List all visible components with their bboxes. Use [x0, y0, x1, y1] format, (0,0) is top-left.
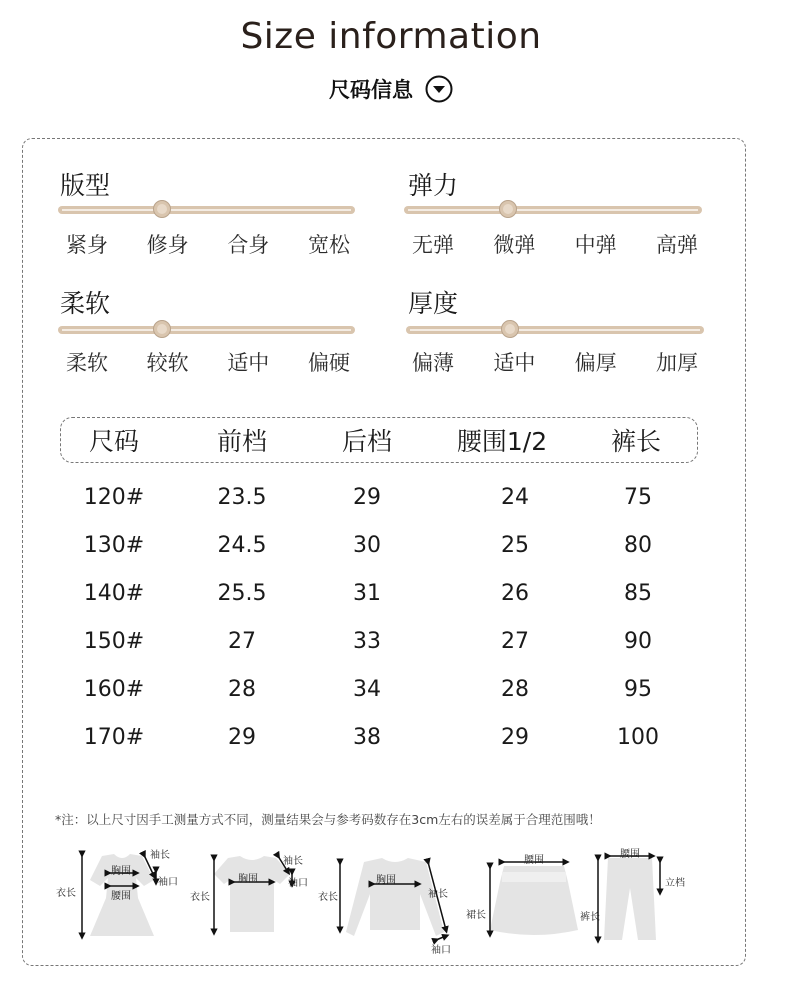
dress-waist-label: 腰围 [111, 891, 131, 902]
cell-half-waist: 27 [501, 629, 529, 654]
cell-back-rise: 29 [353, 485, 381, 510]
property-slider [58, 206, 355, 214]
option-label: 紧身 [66, 233, 108, 257]
dress-cuff-label: 袖口 [158, 877, 178, 888]
cell-size: 150# [83, 629, 145, 654]
skirt-diagram [490, 862, 578, 935]
cell-back-rise: 34 [353, 677, 381, 702]
cell-half-waist: 26 [501, 581, 529, 606]
table-header-back-rise: 后档 [341, 427, 393, 456]
tshirt-sleeve-label: 袖长 [283, 856, 303, 867]
cell-size: 120# [83, 485, 145, 510]
cell-pants-length: 95 [624, 677, 652, 702]
pants-rise-label: 立档 [665, 878, 685, 889]
cell-front-rise: 24.5 [217, 533, 267, 558]
cell-half-waist: 28 [501, 677, 529, 702]
pants-waist-label: 腰围 [620, 849, 640, 860]
property-title: 弹力 [408, 171, 459, 200]
property-slider [406, 326, 704, 334]
table-header-half-waist: 腰围1/2 [456, 427, 548, 456]
tshirt-cuff-label: 袖口 [288, 878, 308, 889]
option-label: 中弹 [574, 233, 617, 257]
property-options [412, 229, 698, 259]
sweater-cuff-label: 袖口 [431, 945, 451, 956]
option-label: 加厚 [655, 351, 698, 375]
cell-pants-length: 85 [624, 581, 652, 606]
option-label: 微弹 [493, 233, 536, 257]
option-label: 偏薄 [412, 351, 454, 375]
cell-half-waist: 25 [501, 533, 529, 558]
property-options [66, 347, 350, 377]
subtitle-text: 尺码信息 [329, 78, 413, 102]
cell-size: 140# [83, 581, 145, 606]
property-options [66, 229, 350, 259]
skirt-length-label: 裙长 [466, 910, 486, 921]
cell-front-rise: 25.5 [217, 581, 267, 606]
tshirt-chest-label: 胸围 [238, 874, 258, 885]
option-label: 柔软 [66, 351, 108, 375]
sweater-chest-label: 胸围 [376, 875, 396, 886]
option-label: 较软 [146, 351, 189, 375]
tshirt-diagram [214, 856, 292, 932]
page-title: Size information [240, 16, 542, 57]
table-header-size: 尺码 [88, 427, 140, 456]
cell-size: 160# [83, 677, 145, 702]
pants-length-label: 裤长 [580, 912, 600, 923]
option-label: 高弹 [655, 233, 698, 257]
option-label: 适中 [227, 351, 270, 375]
dress-chest-label: 胸围 [111, 866, 131, 877]
option-label: 无弹 [412, 233, 454, 257]
cell-front-rise: 27 [228, 629, 256, 654]
sweater-length-label: 衣长 [318, 892, 338, 903]
dress-length-label: 衣长 [56, 888, 76, 899]
section-subtitle [0, 74, 782, 104]
cell-half-waist: 29 [501, 725, 529, 750]
cell-pants-length: 100 [617, 725, 659, 750]
cell-pants-length: 75 [624, 485, 652, 510]
dress-sleeve-label: 袖长 [150, 850, 170, 861]
option-label: 适中 [493, 351, 536, 375]
cell-front-rise: 23.5 [217, 485, 267, 510]
cell-size: 130# [83, 533, 145, 558]
option-label: 宽松 [307, 233, 350, 257]
option-label: 修身 [146, 233, 189, 257]
cell-pants-length: 80 [624, 533, 652, 558]
property-title: 厚度 [408, 289, 459, 318]
measurement-note: *注：以上尺寸因手工测量方式不同，测量结果会与参考码数存在3cm左右的误差属于合理范围哦！ [55, 812, 601, 827]
pants-diagram [598, 856, 660, 940]
cell-half-waist: 24 [501, 485, 529, 510]
property-slider [404, 206, 702, 214]
property-title: 版型 [60, 171, 111, 200]
property-title: 柔软 [60, 289, 111, 318]
skirt-waist-label: 腰围 [524, 855, 544, 866]
table-header-front-rise: 前档 [216, 427, 268, 456]
property-options [412, 347, 698, 377]
slider-knob [153, 200, 171, 218]
cell-back-rise: 33 [353, 629, 381, 654]
cell-front-rise: 28 [228, 677, 256, 702]
cell-back-rise: 38 [353, 725, 381, 750]
option-label: 合身 [227, 233, 270, 257]
tshirt-length-label: 衣长 [190, 892, 210, 903]
cell-back-rise: 31 [353, 581, 381, 606]
cell-front-rise: 29 [228, 725, 256, 750]
option-label: 偏硬 [307, 351, 350, 375]
option-label: 偏厚 [574, 351, 617, 375]
cell-size: 170# [83, 725, 145, 750]
property-slider [58, 326, 355, 334]
table-header-pants-length: 裤长 [610, 427, 662, 456]
cell-pants-length: 90 [624, 629, 652, 654]
chevron-down-icon [425, 75, 453, 103]
cell-back-rise: 30 [353, 533, 381, 558]
slider-knob [153, 320, 171, 338]
sweater-sleeve-label: 袖长 [428, 889, 448, 900]
